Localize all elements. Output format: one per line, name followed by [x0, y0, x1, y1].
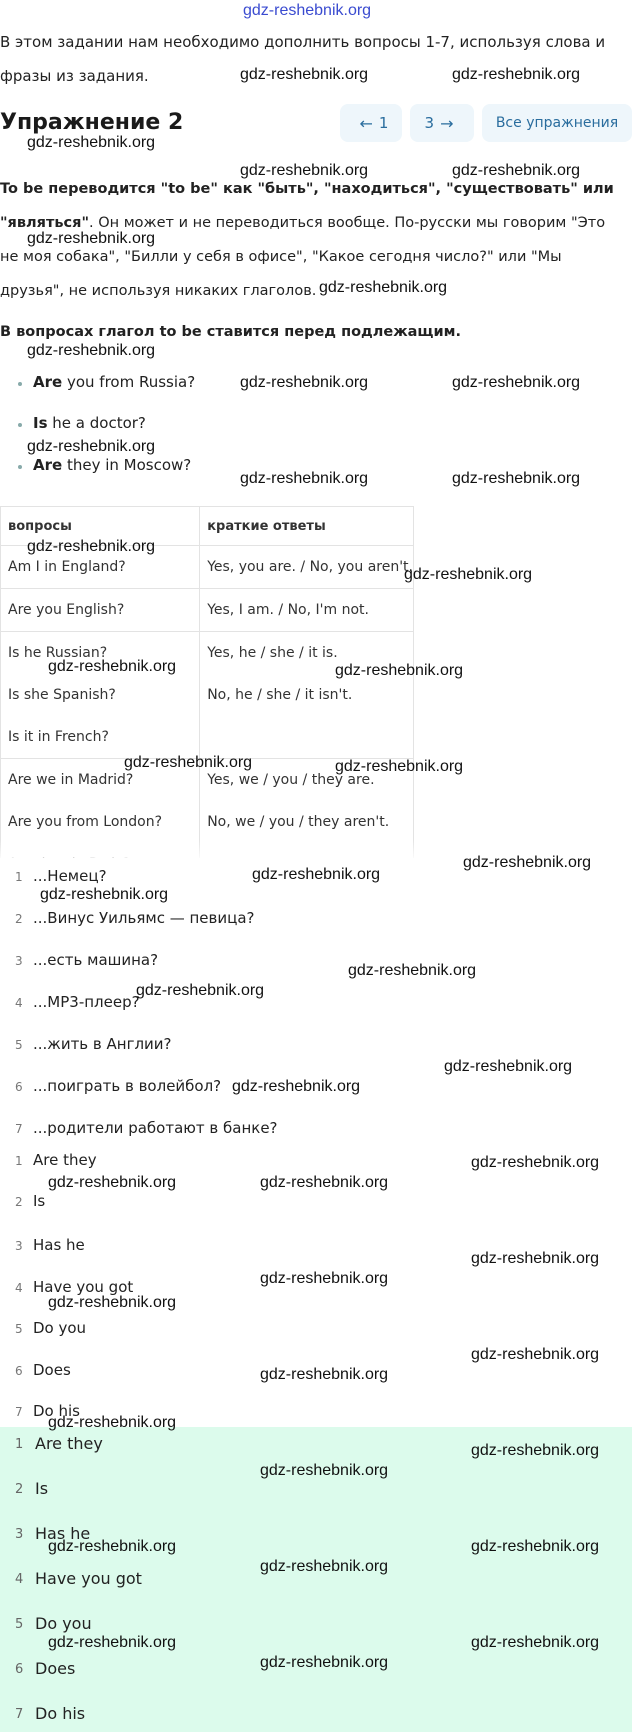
theory-line-3: не моя собака", "Билли у себя в офисе", "Какое сегодня число?" или "Мы: [0, 249, 562, 265]
table-cell: Yes, I am. / No, I'm not.: [207, 602, 369, 618]
final-answer-text: Do you: [35, 1614, 92, 1633]
watermark: gdz-reshebnik.org: [260, 1462, 389, 1479]
page-title: Упражнение 2: [0, 110, 184, 135]
answer-number: 4: [15, 1281, 23, 1295]
table-cell: Are we in Madrid?: [8, 772, 134, 788]
next-exercise-label: 3: [424, 114, 435, 132]
watermark: gdz-reshebnik.org: [240, 66, 369, 83]
answer-text: Is: [33, 1192, 46, 1210]
table-row: [1, 632, 414, 759]
table-cell: No, he / she / it isn't.: [207, 687, 353, 703]
answer-text: Has he: [33, 1236, 85, 1254]
watermark: gdz-reshebnik.org: [335, 758, 464, 775]
watermark: gdz-reshebnik.org: [27, 438, 156, 455]
example-3-verb: Are: [33, 456, 63, 474]
watermark: gdz-reshebnik.org: [471, 1442, 600, 1459]
intro-line-1: В этом задании нам необходимо дополнить вопросы 1-7, используя слова и: [0, 33, 606, 51]
answer-number: 5: [15, 1322, 23, 1336]
watermark: gdz-reshebnik.org: [48, 1634, 177, 1651]
final-answer-text: Do his: [35, 1704, 86, 1723]
answer-number: 6: [15, 1364, 23, 1378]
question-number: 7: [15, 1122, 23, 1136]
final-answer-text: Has he: [35, 1524, 91, 1543]
table-cell: Is she Spanish?: [8, 687, 116, 703]
watermark: gdz-reshebnik.org: [452, 470, 581, 487]
example-2: [33, 413, 146, 433]
watermark: gdz-reshebnik.org: [48, 1174, 177, 1191]
question-text: ...Немец?: [33, 867, 107, 885]
theory-line-2-bold: "являться": [0, 215, 90, 231]
prev-exercise-label: 1: [378, 114, 389, 132]
bullet-icon: [18, 382, 22, 386]
answer-text: Do you: [33, 1319, 87, 1337]
question-number: 3: [15, 954, 23, 968]
watermark: gdz-reshebnik.org: [319, 279, 448, 296]
table-cell: Am I in England?: [8, 559, 126, 575]
example-3-rest: they in Moscow?: [62, 456, 192, 474]
theory-line-1: To be переводится "to be" как "быть", "находиться", "существовать" или: [0, 181, 614, 197]
watermark: gdz-reshebnik.org: [260, 1366, 389, 1383]
answer-text: Have you got: [33, 1278, 134, 1296]
table-cell: Yes, we / you / they are.: [207, 772, 375, 788]
theory-line-2-rest: . Он может и не переводиться вообще. По-русски мы говорим "Это: [89, 215, 606, 231]
watermark: gdz-reshebnik.org: [471, 1346, 600, 1363]
answer-number: 3: [15, 1239, 23, 1253]
table-cell: Are you from London?: [8, 814, 163, 830]
watermark: gdz-reshebnik.org: [252, 866, 381, 883]
answer-text: Does: [33, 1361, 71, 1379]
answer-number: 2: [15, 1195, 23, 1209]
example-3: [33, 455, 191, 475]
final-answer-number: 6: [15, 1662, 24, 1677]
answer-text: Are they: [33, 1151, 97, 1169]
watermark: gdz-reshebnik.org: [27, 230, 156, 247]
watermark: gdz-reshebnik.org: [404, 566, 533, 583]
watermark: gdz-reshebnik.org: [48, 1294, 177, 1311]
arrow-right-icon: →: [440, 113, 454, 133]
table-cell: Yes, you are. / No, you aren't.: [207, 559, 413, 575]
arrow-left-icon: ←: [359, 113, 373, 133]
watermark: gdz-reshebnik.org: [463, 854, 592, 871]
question-text: ...есть машина?: [33, 951, 159, 969]
final-answer-number: 7: [15, 1707, 24, 1722]
watermark: gdz-reshebnik.org: [240, 470, 369, 487]
question-number: 1: [15, 870, 23, 884]
question-text: ...Винус Уильямс — певица?: [33, 909, 255, 927]
bullet-icon: [18, 423, 22, 427]
watermark: gdz-reshebnik.org: [48, 658, 177, 675]
question-text: ...жить в Англии?: [33, 1035, 172, 1053]
bullet-icon: [18, 465, 22, 469]
final-answer-text: Have you got: [35, 1569, 142, 1588]
question-text: ...MP3-плеер?: [33, 993, 140, 1011]
table-cell: Are you English?: [8, 602, 125, 618]
theory-line-4: друзья", не используя никаких глаголов.: [0, 283, 317, 299]
prev-exercise-button[interactable]: [340, 104, 402, 142]
table-cell: Is it in French?: [8, 729, 109, 745]
watermark: gdz-reshebnik.org: [471, 1154, 600, 1171]
final-answer-number: 3: [15, 1527, 24, 1542]
theory-rule: В вопросах глагол to be ставится перед подлежащим.: [0, 324, 461, 340]
example-1: [33, 372, 195, 392]
watermark: gdz-reshebnik.org: [471, 1538, 600, 1555]
table-cell: Is he Russian?: [8, 645, 108, 661]
table-cell: Yes, he / she / it is.: [207, 645, 338, 661]
watermark: gdz-reshebnik.org: [27, 342, 156, 359]
final-answer-number: 5: [15, 1617, 24, 1632]
next-exercise-button[interactable]: [410, 104, 474, 142]
watermark: gdz-reshebnik.org: [48, 1538, 177, 1555]
content-mask: [0, 858, 632, 1427]
final-answer-text: Is: [35, 1479, 49, 1498]
example-2-rest: he a doctor?: [47, 414, 146, 432]
intro-line-2: фразы из задания.: [0, 67, 149, 85]
watermark: gdz-reshebnik.org: [348, 962, 477, 979]
watermark: gdz-reshebnik.org: [27, 538, 156, 555]
watermark: gdz-reshebnik.org: [260, 1174, 389, 1191]
example-1-verb: Are: [33, 373, 63, 391]
watermark: gdz-reshebnik.org: [27, 134, 156, 151]
watermark: gdz-reshebnik.org: [452, 374, 581, 391]
question-number: 6: [15, 1080, 23, 1094]
watermark: gdz-reshebnik.org: [260, 1558, 389, 1575]
watermark: gdz-reshebnik.org: [40, 886, 169, 903]
answer-text: Do his: [33, 1402, 80, 1420]
table-fade: [0, 840, 420, 862]
table-header-answers: краткие ответы: [200, 507, 414, 546]
question-text: ...поиграть в волейбол?: [33, 1077, 222, 1095]
watermark: gdz-reshebnik.org: [240, 374, 369, 391]
example-2-verb: Is: [33, 414, 48, 432]
question-text: ...родители работают в банке?: [33, 1119, 278, 1137]
final-answer-text: Are they: [35, 1434, 103, 1453]
question-number: 5: [15, 1038, 23, 1052]
all-exercises-label: Все упражнения: [495, 115, 619, 131]
watermark-top: gdz-reshebnik.org: [243, 2, 372, 19]
watermark: gdz-reshebnik.org: [471, 1634, 600, 1651]
question-number: 4: [15, 996, 23, 1010]
table-header-questions: вопросы: [1, 507, 200, 546]
answer-number: 1: [15, 1154, 23, 1168]
watermark: gdz-reshebnik.org: [136, 982, 265, 999]
table-cell: No, we / you / they aren't.: [207, 814, 390, 830]
final-answer-number: 2: [15, 1482, 24, 1497]
table-row: [1, 589, 414, 632]
watermark: gdz-reshebnik.org: [444, 1058, 573, 1075]
watermark: gdz-reshebnik.org: [335, 662, 464, 679]
final-answer-number: 1: [15, 1437, 24, 1452]
watermark: gdz-reshebnik.org: [48, 1414, 177, 1431]
all-exercises-button[interactable]: [482, 104, 632, 142]
final-answer-number: 4: [15, 1572, 24, 1587]
example-1-rest: you from Russia?: [62, 373, 196, 391]
watermark: gdz-reshebnik.org: [124, 754, 253, 771]
question-number: 2: [15, 912, 23, 926]
watermark: gdz-reshebnik.org: [240, 162, 369, 179]
answer-number: 7: [15, 1405, 23, 1419]
watermark: gdz-reshebnik.org: [471, 1250, 600, 1267]
watermark: gdz-reshebnik.org: [260, 1270, 389, 1287]
final-answer-text: Does: [35, 1659, 76, 1678]
grammar-table: [0, 506, 414, 886]
watermark: gdz-reshebnik.org: [260, 1654, 389, 1671]
watermark: gdz-reshebnik.org: [232, 1078, 361, 1095]
watermark: gdz-reshebnik.org: [452, 66, 581, 83]
watermark: gdz-reshebnik.org: [452, 162, 581, 179]
